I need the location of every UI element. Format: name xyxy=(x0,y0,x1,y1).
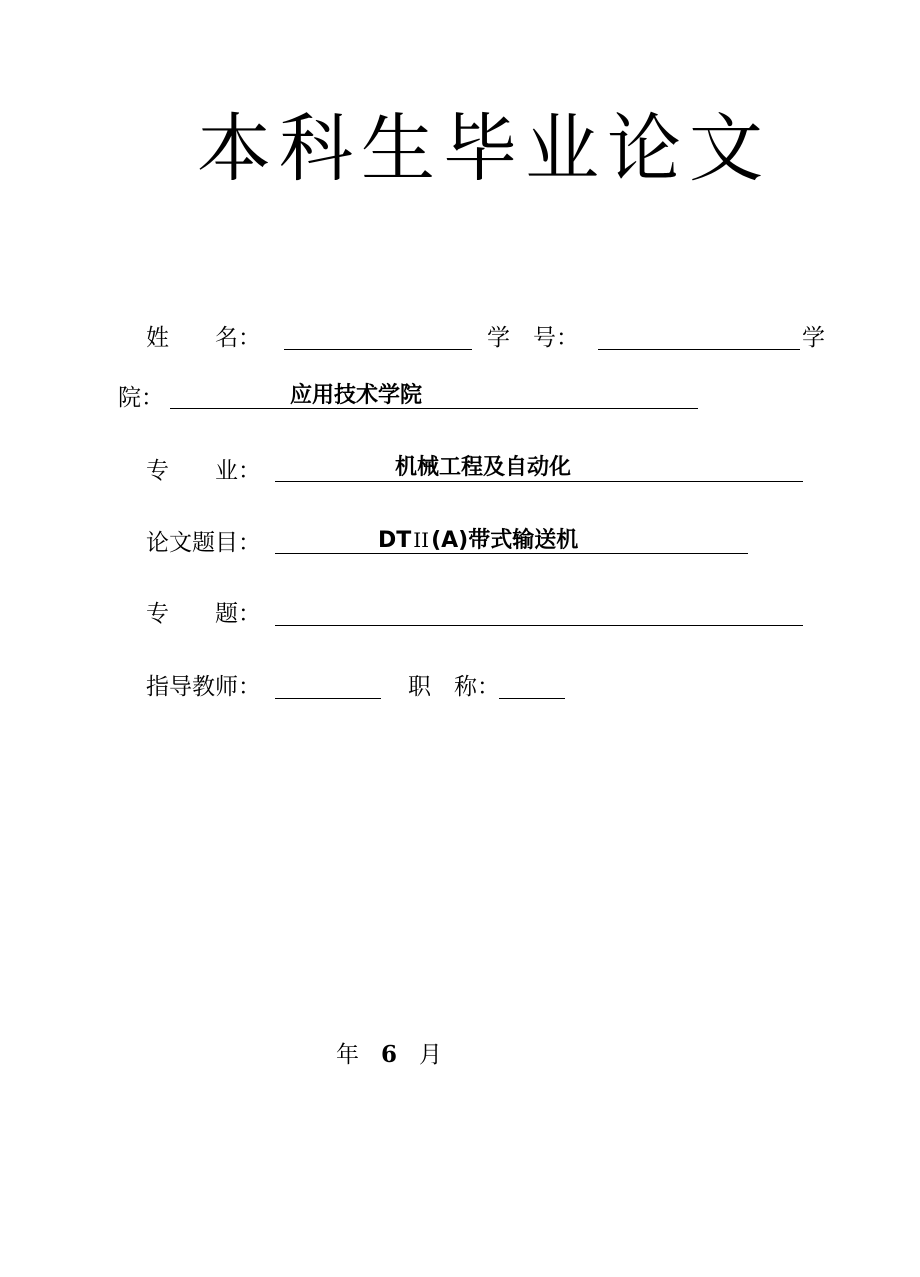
college-label-start: 学 xyxy=(802,325,825,351)
thesis-title-value-b: (A)带式输送机 xyxy=(431,528,579,553)
student-id-field[interactable] xyxy=(598,327,800,350)
college-field[interactable] xyxy=(170,383,698,409)
thesis-title-value-roman: II xyxy=(413,528,430,552)
major-value: 机械工程及自动化 xyxy=(395,455,572,480)
major-label: 专 业： xyxy=(146,458,261,484)
thesis-title-value-a: DT xyxy=(378,528,412,553)
topic-label: 专 题： xyxy=(146,601,261,627)
month-value: 6 xyxy=(381,1041,398,1068)
thesis-title-label: 论文题目： xyxy=(146,530,261,556)
topic-field[interactable] xyxy=(275,603,803,626)
rank-field[interactable] xyxy=(499,676,565,699)
name-field[interactable] xyxy=(284,327,472,350)
thesis-title-value xyxy=(378,530,578,552)
college-value: 应用技术学院 xyxy=(290,383,423,408)
college-label-end: 院： xyxy=(118,385,164,411)
student-id-label: 学 号： xyxy=(487,325,579,351)
advisor-label: 指导教师： xyxy=(146,674,261,700)
page-title: 本科生毕业论文 xyxy=(197,106,771,192)
month-label: 月 xyxy=(419,1042,443,1068)
date-line xyxy=(336,1043,442,1067)
year-label: 年 xyxy=(336,1042,359,1068)
advisor-field[interactable] xyxy=(275,676,381,699)
name-label: 姓 名： xyxy=(146,325,261,351)
rank-label: 职 称： xyxy=(408,674,500,700)
